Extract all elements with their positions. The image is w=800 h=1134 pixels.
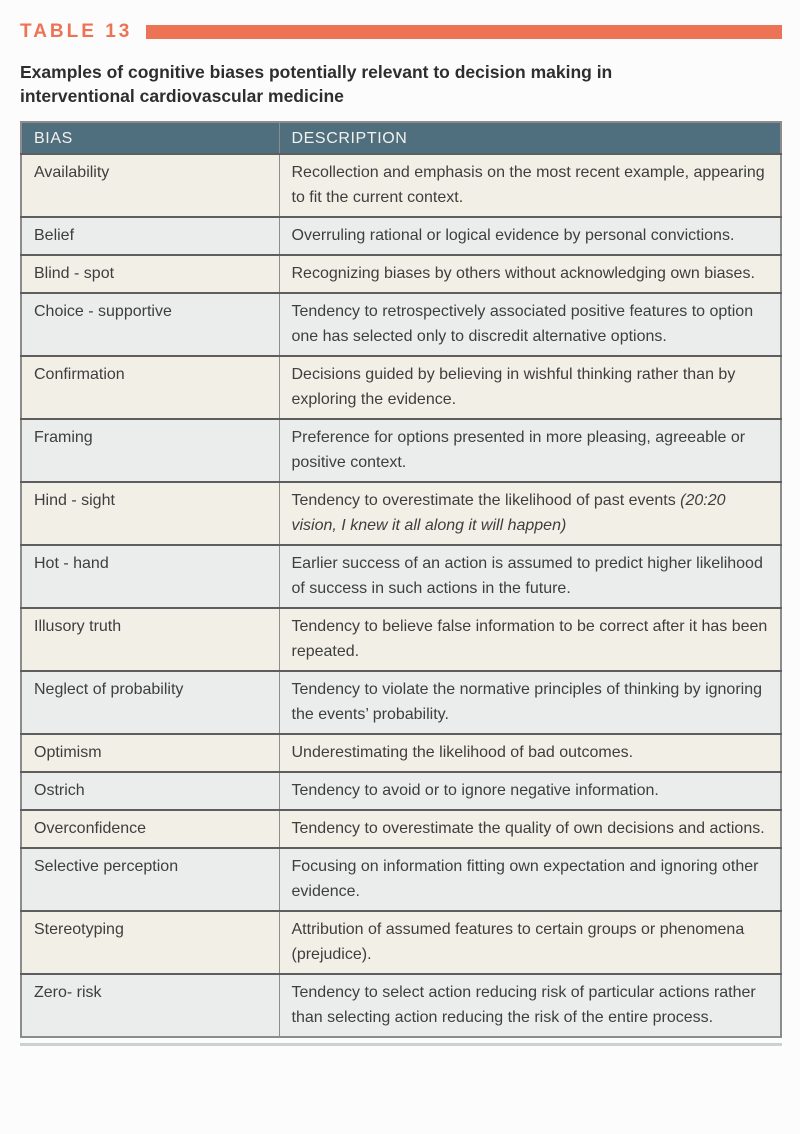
bias-cell: Overconfidence bbox=[21, 810, 279, 848]
description-cell: Tendency to retrospectively associated positive features to option one has selected only to discredit alternative options. bbox=[279, 293, 781, 356]
table-number-label: TABLE 13 bbox=[20, 21, 133, 42]
description-cell: Preference for options presented in more pleasing, agreeable or positive context. bbox=[279, 419, 781, 482]
table-row bbox=[21, 356, 781, 419]
header-bias: BIAS bbox=[21, 122, 279, 154]
table-caption-line2: interventional cardiovascular medicine bbox=[20, 86, 344, 106]
bias-cell: Framing bbox=[21, 419, 279, 482]
description-cell: Tendency to overestimate the likelihood of past events (20:20 vision, I knew it all along it will happen) bbox=[279, 482, 781, 545]
bias-cell: Belief bbox=[21, 217, 279, 255]
table-row bbox=[21, 671, 781, 734]
description-cell: Underestimating the likelihood of bad outcomes. bbox=[279, 734, 781, 772]
description-cell: Tendency to believe false information to be correct after it has been repeated. bbox=[279, 608, 781, 671]
table-row bbox=[21, 974, 781, 1037]
description-italic: (20:20 vision, I knew it all along it will happen) bbox=[291, 492, 726, 534]
table-caption bbox=[20, 60, 782, 108]
bias-cell: Hot - hand bbox=[21, 545, 279, 608]
bias-cell: Availability bbox=[21, 154, 279, 217]
bias-cell: Optimism bbox=[21, 734, 279, 772]
table-row bbox=[21, 810, 781, 848]
description-cell: Recollection and emphasis on the most recent example, appearing to fit the current context. bbox=[279, 154, 781, 217]
table-row bbox=[21, 772, 781, 810]
cognitive-bias-table bbox=[20, 121, 782, 1038]
table-body bbox=[21, 154, 781, 1037]
description-cell: Tendency to overestimate the quality of own decisions and actions. bbox=[279, 810, 781, 848]
description-cell: Tendency to select action reducing risk of particular actions rather than selecting action reducing the risk of the entire process. bbox=[279, 974, 781, 1037]
bias-cell: Illusory truth bbox=[21, 608, 279, 671]
description-cell: Overruling rational or logical evidence by personal convictions. bbox=[279, 217, 781, 255]
description-cell: Tendency to violate the normative principles of thinking by ignoring the events’ probability. bbox=[279, 671, 781, 734]
table-row bbox=[21, 255, 781, 293]
table-row bbox=[21, 734, 781, 772]
table-row bbox=[21, 608, 781, 671]
description-cell: Recognizing biases by others without acknowledging own biases. bbox=[279, 255, 781, 293]
bias-cell: Zero- risk bbox=[21, 974, 279, 1037]
bias-cell: Neglect of probability bbox=[21, 671, 279, 734]
bias-cell: Confirmation bbox=[21, 356, 279, 419]
bias-cell: Stereotyping bbox=[21, 911, 279, 974]
table-row bbox=[21, 419, 781, 482]
bias-cell: Blind - spot bbox=[21, 255, 279, 293]
header-description: DESCRIPTION bbox=[279, 122, 781, 154]
header-row bbox=[21, 122, 781, 154]
bias-cell: Selective perception bbox=[21, 848, 279, 911]
description-cell: Decisions guided by believing in wishful thinking rather than by exploring the evidence. bbox=[279, 356, 781, 419]
accent-bar bbox=[146, 25, 782, 39]
table-row bbox=[21, 482, 781, 545]
description-cell: Earlier success of an action is assumed to predict higher likelihood of success in such actions in the future. bbox=[279, 545, 781, 608]
table-row bbox=[21, 545, 781, 608]
table-label-banner bbox=[20, 20, 782, 44]
table-row bbox=[21, 154, 781, 217]
table-caption-line1: Examples of cognitive biases potentially relevant to decision making in bbox=[20, 62, 613, 82]
description-cell: Tendency to avoid or to ignore negative information. bbox=[279, 772, 781, 810]
table-header bbox=[21, 122, 781, 154]
table-row bbox=[21, 848, 781, 911]
table-row bbox=[21, 911, 781, 974]
bias-cell: Choice - supportive bbox=[21, 293, 279, 356]
table-row bbox=[21, 217, 781, 255]
bias-cell: Hind - sight bbox=[21, 482, 279, 545]
table-row bbox=[21, 293, 781, 356]
description-cell: Attribution of assumed features to certain groups or phenomena (prejudice). bbox=[279, 911, 781, 974]
bottom-rule bbox=[20, 1043, 782, 1046]
bias-cell: Ostrich bbox=[21, 772, 279, 810]
description-cell: Focusing on information fitting own expectation and ignoring other evidence. bbox=[279, 848, 781, 911]
